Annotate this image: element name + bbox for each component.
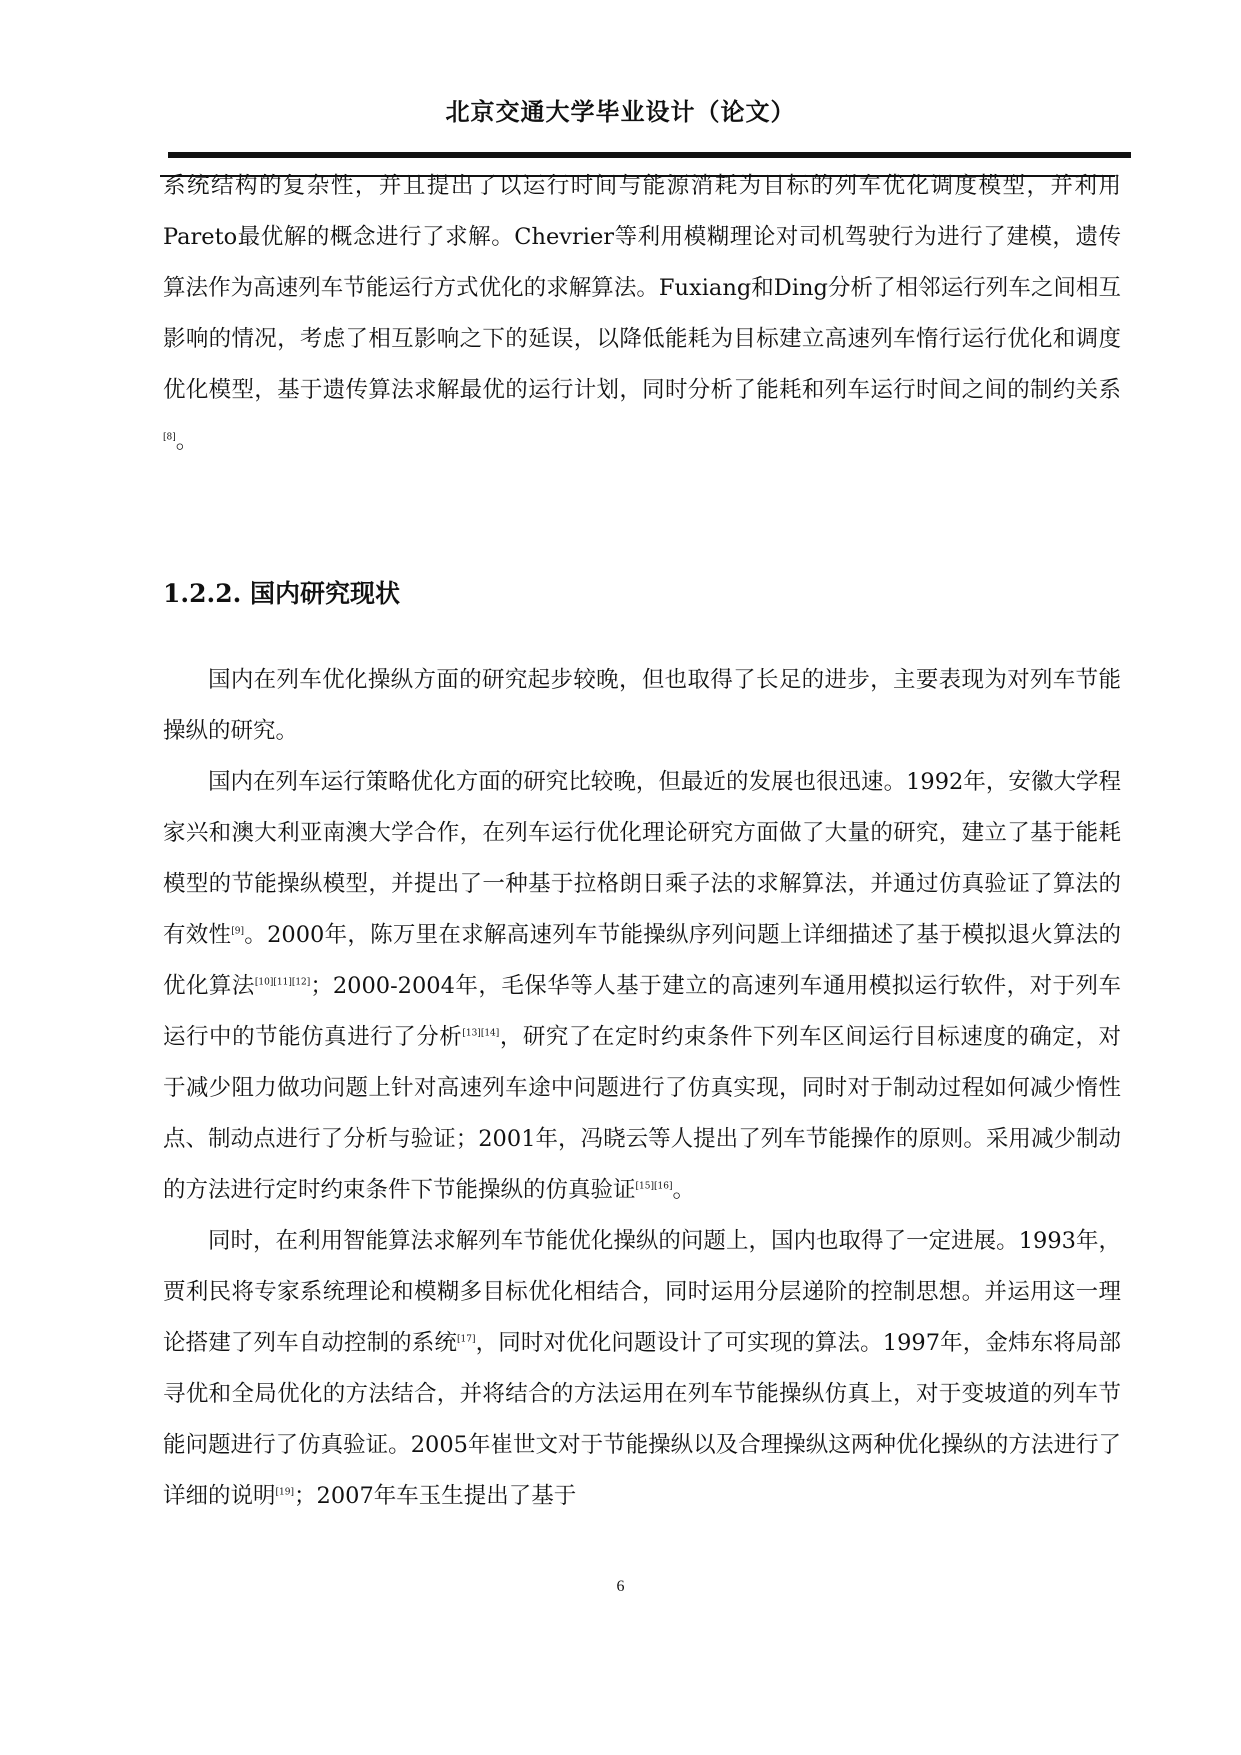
page-number: 6	[616, 1578, 625, 1595]
citation-15-16: [15][16]	[635, 1181, 673, 1192]
page-header-title: 北京交通大学毕业设计（论文）	[445, 97, 796, 126]
paragraph-3	[163, 1216, 1121, 1522]
p3-text-3: ；2007年车玉生提出了基于	[294, 1483, 577, 1509]
p2-text-5: 。	[672, 1177, 695, 1203]
citation-10-12: [10][11][12]	[254, 977, 311, 988]
citation-8: [8]	[163, 432, 176, 443]
intro-paragraph	[163, 161, 1121, 467]
citation-19: [19]	[275, 1487, 294, 1498]
p3-text-1: 同时，在利用智能算法求解列车节能优化操纵的问题上，国内也取得了一定进展。1993年，贾利民将专家系统理论和模糊多目标优化相结合，同时运用分层递阶的控制思想。并运用这一理论搭建了列车自动控制的系统	[163, 1228, 1121, 1356]
paragraph-1-text: 国内在列车优化操纵方面的研究起步较晚，但也取得了长足的进步，主要表现为对列车节能操纵的研究。	[163, 667, 1121, 744]
p3-text-2: ，同时对优化问题设计了可实现的算法。1997年，金炜东将局部寻优和全局优化的方法结合，并将结合的方法运用在列车节能操纵仿真上，对于变坡道的列车节能问题进行了仿真验证。2005年崔世文对于节能操纵以及合理操纵这两种优化操纵的方法进行了详细的说明	[163, 1330, 1121, 1509]
paragraph-2	[163, 757, 1121, 1216]
p2-text-3: ；2000-2004年，毛保华等人基于建立的高速列车通用模拟运行软件，对于列车运行中的节能仿真进行了分析	[163, 973, 1121, 1050]
intro-text-2: 。	[175, 428, 199, 454]
section-heading: 1.2.2. 国内研究现状	[163, 579, 401, 608]
intro-text-1: 系统结构的复杂性，并且提出了以运行时间与能源消耗为目标的列车优化调度模型，并利用Pareto最优解的概念进行了求解。Chevrier等利用模糊理论对司机驾驶行为进行了建模，遗传算法作为高速列车节能运行方式优化的求解算法。Fuxiang和Ding分析了相邻运行列车之间相互影响的情况，考虑了相互影响之下的延误，以降低能耗为目标建立高速列车惰行运行优化和调度优化模型，基于遗传算法求解最优的运行计划，同时分析了能耗和列车运行时间之间的制约关系	[163, 173, 1121, 403]
citation-13-14: [13][14]	[462, 1028, 500, 1039]
header-rule-thick	[168, 152, 1131, 158]
main-body	[163, 655, 1121, 1522]
paragraph-1	[163, 655, 1121, 757]
p2-text-2: 。2000年，陈万里在求解高速列车节能操纵序列问题上详细描述了基于模拟退火算法的优化算法	[163, 922, 1121, 999]
citation-17: [17]	[457, 1334, 476, 1345]
citation-9: [9]	[231, 926, 245, 937]
p2-text-1: 国内在列车运行策略优化方面的研究比较晚，但最近的发展也很迅速。1992年，安徽大学程家兴和澳大利亚南澳大学合作，在列车运行优化理论研究方面做了大量的研究，建立了基于能耗模型的节能操纵模型，并提出了一种基于拉格朗日乘子法的求解算法，并通过仿真验证了算法的有效性	[163, 769, 1121, 948]
p2-text-4: ，研究了在定时约束条件下列车区间运行目标速度的确定，对于减少阻力做功问题上针对高速列车途中问题进行了仿真实现，同时对于制动过程如何减少惰性点、制动点进行了分析与验证；2001年，冯晓云等人提出了列车节能操作的原则。采用减少制动的方法进行定时约束条件下节能操纵的仿真验证	[163, 1024, 1121, 1203]
